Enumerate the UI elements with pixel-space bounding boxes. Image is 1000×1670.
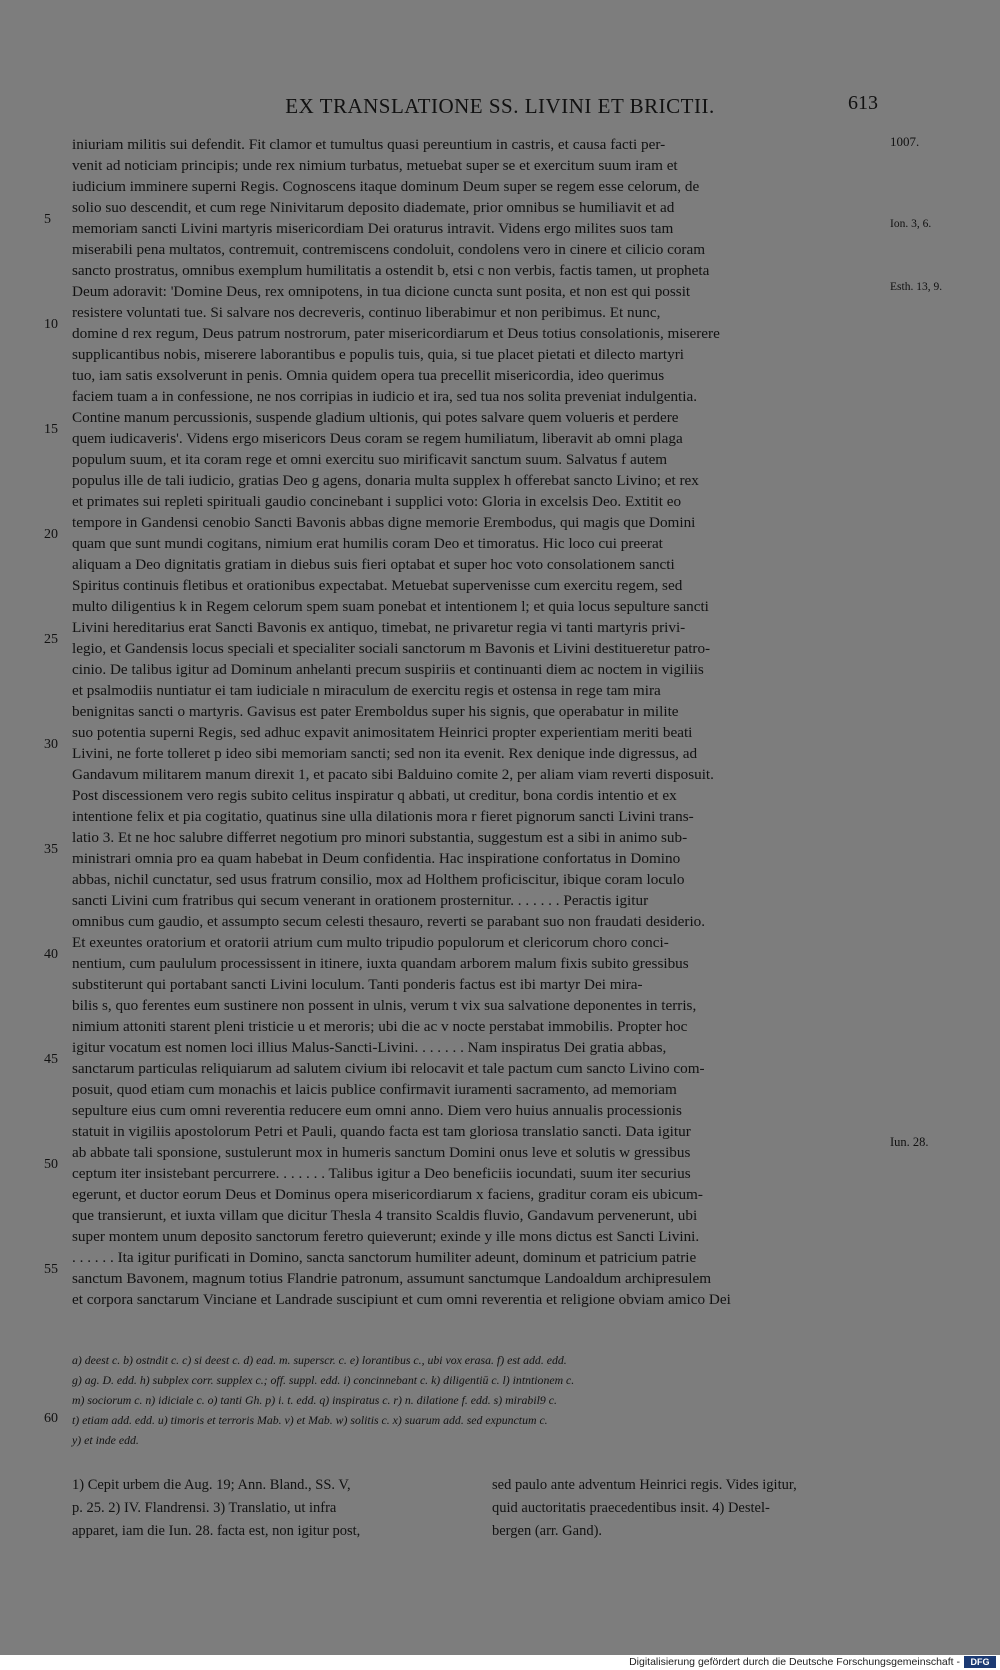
margin-note-year: 1007.: [890, 134, 920, 149]
note-line-right: bergen (arr. Gand).: [492, 1523, 603, 1539]
text-line: suo potentia superni Regis, sed adhuc expavit animositatem Heinrici propter experientiam meriti beati: [72, 724, 693, 741]
text-line: resistere voluntati tue. Si salvare nos decreveris, continuo liberabimur et non peribimus. Et nunc,: [72, 304, 661, 321]
text-line: sanctum Bavonem, magnum totius Flandrie patronum, assumunt sanctumque Landoaldum archipresulem: [72, 1270, 712, 1287]
text-line: nentium, cum paululum processissent in itinere, iuxta quandam arborem malum fixis subito gressibus: [72, 955, 689, 972]
text-line: quem iudicaveris'. Videns ergo misericors Deus coram se regem humiliatum, liberavit ab omni plaga: [72, 430, 683, 447]
text-line: Et exeuntes oratorium et oratorii atrium cum multo tripudio populorum et clericorum choro conci-: [72, 934, 669, 951]
text-line: Gandavum militarem manum direxit 1, et pacato sibi Balduino comite 2, per aliam viam reverti disposuit.: [72, 766, 714, 783]
note-line-right: quid auctoritatis praecedentibus insit. 4) Destel-: [492, 1500, 770, 1516]
text-line: ab abbate tali sponsione, sustulerunt mox in humeris sanctum Domini onus leve et solutis w gressibus: [72, 1144, 691, 1161]
text-line: bilis s, quo ferentes eum sustinere non possent in ulnis, verum t vix sua salvatione deponentes in terris,: [72, 997, 697, 1014]
text-line: Deum adoravit: 'Domine Deus, rex omnipotens, in tua dicione cuncta sunt posita, et non est qui possit: [72, 283, 691, 300]
footnote-line: m) sociorum c. n) idiciale c. o) tanti Gh. p) i. t. edd. q) inspiratus c. r) n. dilatione f. edd. s) mirabil9 c.: [72, 1393, 557, 1407]
footnote-line-number: 60: [44, 1411, 58, 1426]
text-line: legio, et Gandensis locus speciali et specialiter sociali sanctorum m Bavonis et Livini destitueretur patro-: [72, 640, 711, 657]
text-line: intentione felix et pia cogitatio, quatinus sine ulla dilationis mora r fieret pignorum sancti Livini trans-: [72, 808, 694, 825]
text-line: . . . . . . Ita igitur purificati in Domino, sancta sanctorum humiliter adeunt, dominum et patricium patrie: [72, 1249, 697, 1266]
text-line: substiterunt qui portabant sancti Livini loculum. Tanti ponderis factus est ibi martyr Dei mira-: [72, 976, 643, 993]
text-line: super montem unum deposito sanctorum feretro quieverunt; exinde y ille mons dictus est Sancti Livini.: [72, 1228, 700, 1245]
text-line: benignitas sancti o martyris. Gavisus est pater Eremboldus super his signis, que operabatur in milite: [72, 703, 679, 720]
text-line: populum suum, et ita coram rege et omni exercitu suo mirificavit sanctum suum. Salvatus f autem: [72, 451, 668, 468]
text-line: sanctarum particulas reliquiarum ad salutem civium ibi relocavit et tale pactum cum sancto Livino com-: [72, 1060, 705, 1077]
text-line: memoriam sancti Livini martyris misericordiam Dei oraturus intravit. Videns ergo milites suos tam: [72, 220, 674, 237]
text-line: domine d rex regum, Deus patrum nostrorum, pater misericordiarum et Deus totius consolationis, miserere: [72, 325, 720, 342]
footnote-line: g) ag. D. edd. h) subplex corr. supplex c.; off. suppl. edd. i) concinnebant c. k) diligentiū c. l) intntionem c.: [72, 1373, 575, 1387]
line-number: 40: [44, 947, 58, 962]
text-line: latio 3. Et ne hoc salubre differret negotium pro minori substantia, suggestum est a sibi in animo sub-: [72, 829, 688, 846]
line-number: 10: [44, 317, 58, 332]
text-line: ministrari omnia pro ea quam habebat in Deum confidentia. Hac inspiratione confortatus in Domino: [72, 850, 681, 867]
text-line: abbas, nichil cunctatur, sed usus fratrum consilio, mox ad Holthem proficiscitur, ibique coram loculo: [72, 871, 685, 888]
text-line: et corpora sanctarum Vinciane et Landrade suscipiunt et cum omni reverentia et religione obviam amico Dei: [72, 1291, 731, 1308]
text-line: iniuriam militis sui defendit. Fit clamor et tumultus quasi pereuntium in castris, et causa facti per-: [72, 136, 666, 153]
margin-note-reference: Ion. 3, 6.: [890, 218, 932, 230]
text-line: sancti Livini cum fratribus qui secum venerant in orationem prosternitur. . . . . . . Peractis igitur: [72, 892, 649, 909]
text-line: populus ille de tali iudicio, gratias Deo g agens, donaria multa supplex h offerebat sancto Livino; et rex: [72, 472, 699, 489]
line-number: 25: [44, 632, 58, 647]
text-line: ceptum iter insistebant percurrere. . . . . . . Talibus igitur a Deo beneficiis iocundati, suum iter securius: [72, 1165, 691, 1182]
text-line: tempore in Gandensi cenobio Sancti Bavonis abbas digne memorie Erembodus, qui magis que Domini: [72, 514, 696, 531]
line-number: 5: [44, 212, 51, 227]
text-line: aliquam a Deo dignitatis gratiam in diebus suis fieri optabat et super hoc voto consolationem sancti: [72, 556, 675, 573]
text-line: posuit, quod etiam cum monachis et laicis publice confirmavit iuramenti sacramento, ad memoriam: [72, 1081, 677, 1098]
text-line: que transierunt, et iuxta villam que dicitur Thesla 4 transito Scaldis fluvio, Gandavum pervenerunt, ubi: [72, 1207, 698, 1224]
text-line: venit ad noticiam principis; unde rex nimium turbatus, metuebat super se et exercitum suum iram et: [72, 157, 678, 174]
text-line: Livini hereditarius erat Sancti Bavonis ex antiquo, timebat, ne privaretur regia vi tanti martyris privi-: [72, 619, 686, 636]
line-number: 50: [44, 1157, 58, 1172]
line-number: 30: [44, 737, 58, 752]
text-line: omnibus cum gaudio, et assumpto secum celesti thesauro, reverti se parabant suo non fraudati desiderio.: [72, 913, 706, 930]
text-line: supplicantibus nobis, miserere laborantibus e populis tuis, quia, si tue placet pietati et dilecto martyri: [72, 346, 685, 363]
footnote-line: a) deest c. b) ostndit c. c) si deest c. d) ead. m. superscr. c. e) lorantibus c., ubi vox erasa. f) est add. edd.: [72, 1353, 567, 1367]
text-line: cinio. De talibus igitur ad Dominum anhelanti precum suspiriis et continuanti diem ac noctem in vigiliis: [72, 661, 704, 678]
text-line: solio suo descendit, et cum rege Ninivitarum deposito diademate, prior omnibus se humiliavit et ad: [72, 199, 675, 216]
text-line: et primates sui repleti spirituali gaudio concinebant i supplici voto: Gloria in excelsis Deo. Extitit eo: [72, 493, 682, 510]
page-number: 613: [848, 92, 878, 114]
margin-note-reference: Esth. 13, 9.: [890, 281, 943, 293]
text-line: Livini, ne forte tolleret p ideo sibi memoriam sancti; sed non ita evenit. Rex denique inde digressus, ad: [72, 745, 698, 762]
line-number: 20: [44, 527, 58, 542]
text-line: Contine manum percussionis, suspende gladium ultionis, qui potes salvare quem volueris et perdere: [72, 409, 679, 426]
text-line: tuo, iam satis exsolverunt in penis. Omnia quidem opera tua precellit misericordia, ideo querimus: [72, 367, 665, 384]
text-line: statuit in vigiliis apostolorum Petri et Pauli, quando facta est tam gloriosa translatio sancti. Data igitur: [72, 1123, 691, 1140]
note-line-left: apparet, iam die Iun. 28. facta est, non igitur post,: [72, 1523, 361, 1539]
text-line: nimium attoniti starent pleni tristicie u et meroris; ubi die ac v nocte perstabat immobilis. Propter hoc: [72, 1018, 688, 1035]
text-line: egerunt, et ductor eorum Deus et Dominus opera misericordiarum x faciens, graditur coram eis ubicum-: [72, 1186, 703, 1203]
line-number: 35: [44, 842, 58, 857]
footnote-line: y) et inde edd.: [72, 1433, 139, 1447]
line-number: 45: [44, 1052, 58, 1067]
margin-note-date: Iun. 28.: [890, 1135, 929, 1149]
text-line: Spiritus continuis fletibus et orationibus expectabat. Metuebat supervenisse cum exercitu regem, sed: [72, 577, 683, 594]
text-line: miserabili pena multatos, contremuit, contremiscens condoluit, condolens vero in cinere et cilicio coram: [72, 241, 706, 258]
line-number: 55: [44, 1262, 58, 1277]
text-line: et psalmodiis nuntiatur ei tam iudiciale n miraculum de exercitu regis et ostensa in rege tam mira: [72, 682, 661, 699]
text-line: multo diligentius k in Regem celorum spem suam ponebat et intentionem l; et quia locus sepulture sancti: [72, 598, 709, 615]
text-line: faciem tuam a in confessione, ne nos corripias in iudicio et ira, sed tua nos solita preveniat indulgentia.: [72, 388, 698, 405]
running-title: EX TRANSLATIONE SS. LIVINI ET BRICTII.: [285, 94, 715, 118]
dfg-logo: DFG: [964, 1656, 996, 1668]
footnote-line: t) etiam add. edd. u) timoris et terroris Mab. v) et Mab. w) solitis c. x) suarum add. sed expunctum c.: [72, 1413, 548, 1427]
text-line: sepulture eius cum omni reverentia reducere eum omni anno. Diem vero huius annualis processionis: [72, 1102, 682, 1119]
text-line: quam que sunt mundi cogitans, nimium erat humilis coram Deo et timoratus. Hic loco cui preerat: [72, 535, 663, 552]
note-line-left: p. 25. 2) IV. Flandrensi. 3) Translatio, ut infra: [72, 1500, 337, 1516]
text-line: sancto prostratus, omnibus exemplum humilitatis a ostendit b, etsi c non verbis, factis tamen, ut propheta: [72, 262, 710, 279]
note-line-right: sed paulo ante adventum Heinrici regis. Vides igitur,: [492, 1477, 797, 1493]
text-line: igitur vocatum est nomen loci illius Malus-Sancti-Livini. . . . . . . Nam inspiratus Dei gratia abbas,: [72, 1039, 667, 1056]
line-number: 15: [44, 422, 58, 437]
digitization-credit: Digitalisierung gefördert durch die Deutsche Forschungsgemeinschaft -: [629, 1656, 960, 1668]
note-line-left: 1) Cepit urbem die Aug. 19; Ann. Bland., SS. V,: [72, 1477, 351, 1493]
text-line: iudicium imminere superni Regis. Cognoscens itaque dominum Deum super se regem esse celorum, de: [72, 178, 700, 195]
text-line: Post discessionem vero regis subito celitus inspiratur q abbati, ut creditur, bona cordis intentio et ex: [72, 787, 677, 804]
